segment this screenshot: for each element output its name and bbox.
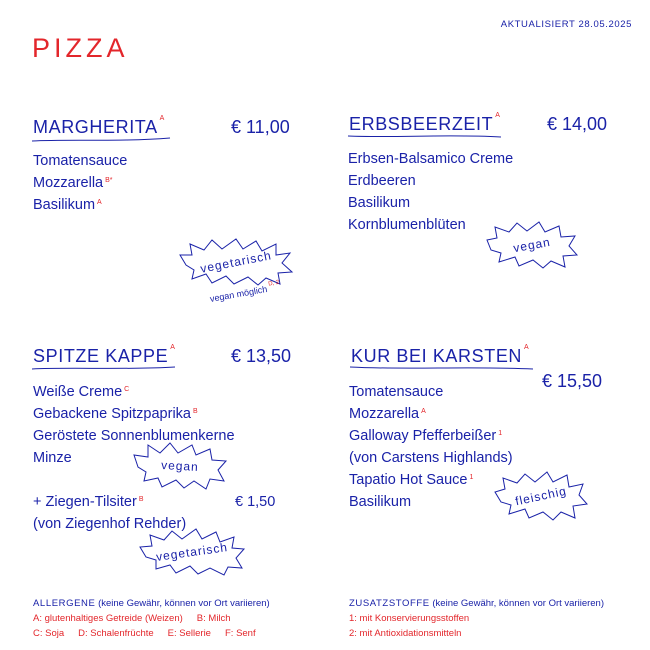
ingredient: Basilikum <box>349 494 412 510</box>
ingredient: Tapatio Hot Sauce $^1$ <box>349 472 474 488</box>
allergens-heading: ALLERGENE (keine Gewähr, können vor Ort variieren) <box>33 598 270 609</box>
additive-2: 2: mit Antioxidationsmitteln <box>349 628 462 639</box>
allergens-line-2: C: Soja D: Schalenfrüchte E: Sellerie F: Senf <box>33 628 256 639</box>
ingredients-kur-bei-karsten <box>349 381 513 513</box>
ingredient: Minze <box>33 450 72 466</box>
ingredient: Basilikum $^A$ <box>33 197 102 213</box>
name-underline <box>346 132 506 140</box>
name-underline <box>348 364 538 372</box>
badge-vegan: vegan <box>487 222 577 268</box>
badge-vegan: vegan <box>134 443 226 489</box>
price-kur-bei-karsten: € 15,50 <box>542 371 603 391</box>
addon-line: + Ziegen-Tilsiter $^B$ <box>33 494 144 510</box>
ingredient: Tomatensauce <box>349 384 444 400</box>
ingredient: Basilikum <box>348 195 411 211</box>
allergens-line-1: A: glutenhaltiges Getreide (Weizen) B: Milch <box>33 613 231 624</box>
price-margherita: € 11,00 <box>231 117 290 137</box>
ingredient: Weiße Creme $^C$ <box>33 384 130 400</box>
name-underline <box>30 136 175 144</box>
ingredient: Mozzarella $^A$ <box>349 406 426 422</box>
pizza-name-spitze-kappe: SPITZE KAPPE $^A$ <box>33 344 175 366</box>
badge-fleischig: fleischig <box>495 472 587 520</box>
badge-vegetarisch: vegetarisch <box>180 239 292 285</box>
pizza-name-margherita: MARGHERITA $^A$ <box>33 115 165 137</box>
addon-origin: (von Ziegenhof Rehder) <box>33 516 187 532</box>
vegan-moeglich-note: vegan möglich$^{D, 2}$ <box>209 279 280 304</box>
name-underline <box>30 364 180 372</box>
ingredient: Geröstete Sonnenblumenkerne <box>33 428 235 444</box>
page-title: PIZZA <box>32 33 129 63</box>
ingredient: Gebackene Spitzpaprika $^B$ <box>33 406 198 422</box>
addon-price: € 1,50 <box>235 494 276 510</box>
ingredient: Galloway Pfefferbeißer $^1$ <box>349 428 503 444</box>
updated-date: AKTUALISIERT 28.05.2025 <box>500 19 632 30</box>
ingredient: Erbsen-Balsamico Creme <box>348 151 514 167</box>
ingredient: Erdbeeren <box>348 173 416 189</box>
additive-1: 1: mit Konservierungsstoffen <box>349 613 470 624</box>
price-spitze-kappe: € 13,50 <box>231 346 292 366</box>
pizza-name-erbsbeerzeit: ERBSBEERZEIT $^A$ <box>349 112 500 134</box>
badge-vegetarisch: vegetarisch <box>140 529 244 575</box>
ingredient: Mozzarella $^{B*}$ <box>33 175 113 191</box>
additives-heading: ZUSATZSTOFFE (keine Gewähr, können vor Ort variieren) <box>349 598 604 609</box>
ingredients-margherita <box>33 150 127 216</box>
pizza-name-kur-bei-karsten: KUR BEI KARSTEN $^A$ <box>351 344 529 366</box>
price-erbsbeerzeit: € 14,00 <box>547 114 608 134</box>
ingredient: Tomatensauce <box>33 153 128 169</box>
ingredient: (von Carstens Highlands) <box>349 450 513 466</box>
ingredient: Kornblumenblüten <box>348 217 466 233</box>
